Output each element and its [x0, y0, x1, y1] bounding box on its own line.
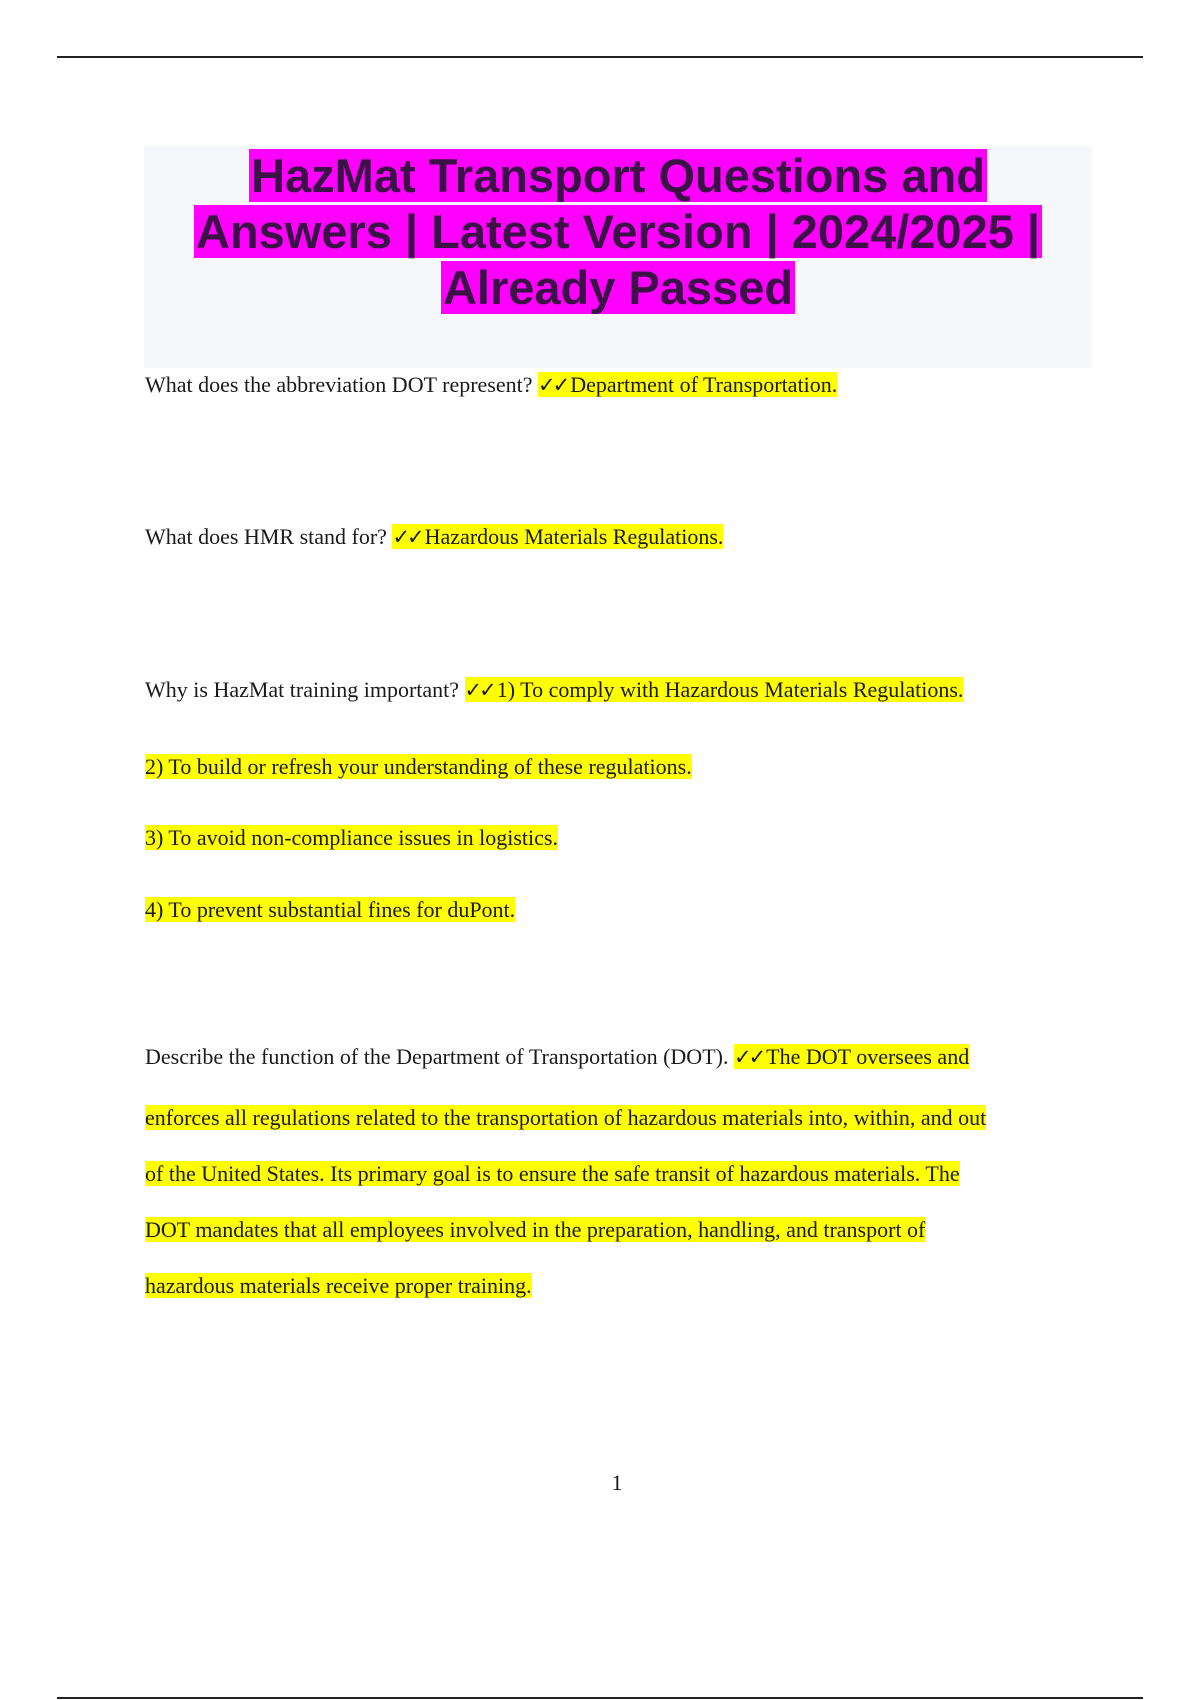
qa-item-2 — [145, 522, 723, 552]
answer-line — [145, 895, 515, 925]
answer-text: Hazardous Materials Regulations. — [424, 524, 724, 549]
qa-item-4 — [145, 1042, 969, 1072]
check-mark-icon: ✓✓ — [464, 678, 494, 702]
answer-line — [145, 1103, 986, 1133]
answer-text: enforces all regulations related to the transportation of hazardous materials into, within, and out — [145, 1105, 987, 1130]
title-banner — [144, 146, 1092, 368]
answer-text: 2) To build or refresh your understanding of these regulations. — [145, 754, 692, 779]
check-mark-icon: ✓✓ — [538, 373, 568, 397]
answer-text: DOT mandates that all employees involved in the preparation, handling, and transport of — [145, 1217, 926, 1242]
qa-item-3 — [145, 675, 963, 705]
question-text: Why is HazMat training important? — [145, 677, 460, 702]
answer-highlight — [538, 372, 837, 397]
title-line-1: HazMat Transport Questions and — [251, 149, 985, 202]
answer-text: hazardous materials receive proper training. — [145, 1273, 532, 1298]
check-mark-icon: ✓✓ — [392, 525, 422, 549]
answer-highlight — [465, 677, 964, 702]
answer-line — [145, 823, 558, 853]
answer-line — [145, 1271, 532, 1301]
answer-line — [145, 1159, 960, 1189]
answer-text: The DOT oversees and — [766, 1044, 970, 1069]
answer-highlight — [734, 1044, 969, 1069]
qa-item-1 — [145, 370, 837, 400]
document-title — [168, 146, 1068, 316]
question-text: What does the abbreviation DOT represent? — [145, 372, 533, 397]
title-line-3: Already Passed — [442, 261, 794, 314]
page-number: 1 — [611, 1470, 623, 1495]
answer-highlight — [392, 524, 723, 549]
question-text: Describe the function of the Department of Transportation (DOT). — [145, 1044, 729, 1069]
answer-text: of the United States. Its primary goal is to ensure the safe transit of hazardous materials. The — [145, 1161, 960, 1186]
question-text: What does HMR stand for? — [145, 524, 387, 549]
answer-text: 3) To avoid non-compliance issues in logistics. — [145, 825, 558, 850]
answer-line — [145, 1215, 925, 1245]
header-rule — [57, 56, 1143, 58]
answer-text: Department of Transportation. — [570, 372, 838, 397]
title-line-2: Answers | Latest Version | 2024/2025 | — [195, 205, 1041, 258]
answer-text: 4) To prevent substantial fines for duPont. — [145, 897, 516, 922]
answer-text: 1) To comply with Hazardous Materials Regulations. — [496, 677, 964, 702]
answer-line — [145, 752, 692, 782]
check-mark-icon: ✓✓ — [733, 1045, 764, 1069]
footer-rule — [57, 1697, 1143, 1699]
